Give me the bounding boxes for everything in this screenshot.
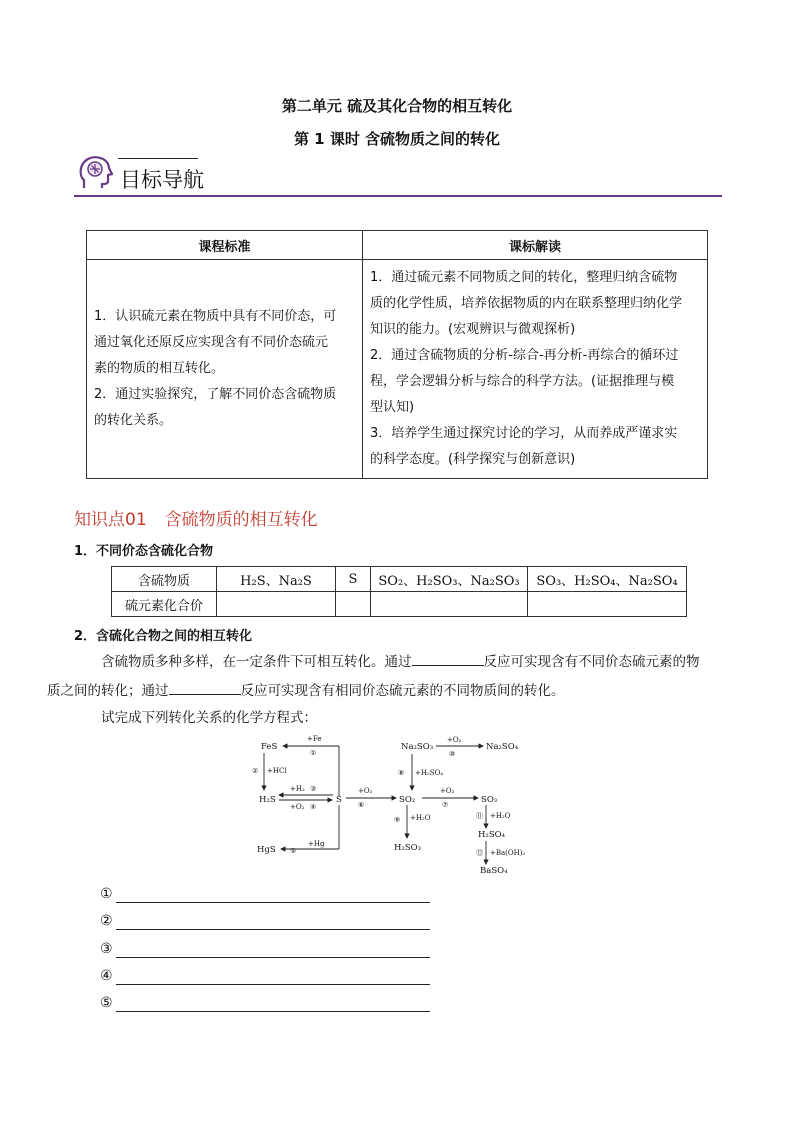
knowledge-point-title: 含硫物质的相互转化 xyxy=(164,510,318,530)
species-s: S xyxy=(336,795,342,805)
valence-empty-cell xyxy=(217,592,336,617)
nav-divider xyxy=(74,195,722,197)
head-brain-icon xyxy=(76,154,114,192)
answer-line[interactable] xyxy=(100,995,430,1017)
standards-col2-line: 程，学会逻辑分析与综合的科学方法。(证据推理与模 xyxy=(370,374,675,389)
species-na2so3: Na₂SO₃ xyxy=(401,742,434,752)
step-number: ⑥ xyxy=(358,801,365,809)
reagent-label: +H₂O xyxy=(490,812,511,820)
valence-empty-cell xyxy=(336,592,371,617)
target-nav-banner xyxy=(74,152,724,198)
species-hgs: HgS xyxy=(257,845,276,855)
section2-paragraph xyxy=(47,648,734,706)
answer-rule xyxy=(116,957,430,958)
standards-col1-line: 通过氧化还原反应实现含有不同价态硫元 xyxy=(94,335,329,350)
species-fes: FeS xyxy=(261,742,278,752)
valence-row-label: 硫元素化合价 xyxy=(112,592,217,617)
valence-empty-cell xyxy=(371,592,528,617)
step-number: ⑦ xyxy=(442,801,449,809)
knowledge-point-heading xyxy=(74,505,318,530)
standards-col1-line: 的转化关系。 xyxy=(94,413,173,428)
step-number: ⑫ xyxy=(476,849,483,857)
reagent-label: +H₂O xyxy=(410,814,431,822)
species-h2s: H₂S xyxy=(259,795,276,805)
standards-col2-line: 的科学态度。(科学探究与创新意识) xyxy=(370,452,576,467)
standards-col2-line: 2．通过含硫物质的分析-综合-再分析-再综合的循环过 xyxy=(370,348,679,363)
section2-heading: 2．含硫化合物之间的相互转化 xyxy=(74,629,253,644)
step-number: ⑤ xyxy=(290,847,297,855)
answer-number: ④ xyxy=(100,968,113,984)
reagent-label: +O₂ xyxy=(358,787,373,795)
para-text: 反应可实现含有相同价态硫元素的不同物质间的转化。 xyxy=(240,683,565,699)
standards-col2-line: 1．通过硫元素不同物质之间的转化，整理归纳含硫物 xyxy=(370,270,678,285)
answer-number: ⑤ xyxy=(100,995,113,1011)
standards-table xyxy=(86,230,708,479)
valence-empty-cell xyxy=(528,592,687,617)
reagent-label: +Ba(OH)₂ xyxy=(490,849,526,857)
species-h2so4: H₂SO₄ xyxy=(478,830,506,840)
unit-title: 第二单元 硫及其化合物的相互转化 xyxy=(281,97,513,115)
species-h2so3: H₂SO₃ xyxy=(394,843,422,853)
standards-col2-cell xyxy=(363,260,708,479)
nav-title: 目标导航 xyxy=(120,168,204,192)
answer-rule xyxy=(116,984,430,985)
answer-number: ① xyxy=(100,886,113,902)
valence-cell: H₂S、Na₂S xyxy=(217,567,336,592)
step-number: ⑩ xyxy=(449,750,456,758)
answer-rule xyxy=(116,902,430,903)
species-baso4: BaSO₄ xyxy=(480,866,508,876)
standards-col2-line: 3．培养学生通过探究讨论的学习，从而养成严谨求实 xyxy=(370,426,678,441)
answer-line[interactable] xyxy=(100,941,430,963)
standards-header-col1: 课程标准 xyxy=(87,231,363,260)
valence-cell: 含硫物质 xyxy=(112,567,217,592)
nav-top-rule xyxy=(118,158,198,159)
species-na2so4: Na₂SO₄ xyxy=(486,742,519,752)
reagent-label: +O₂ xyxy=(290,803,305,811)
reagent-label: +O₂ xyxy=(447,736,462,744)
standards-col2-line: 知识的能力。(宏观辨识与微观探析) xyxy=(370,322,576,337)
reagent-label: +H₂ xyxy=(290,785,305,793)
exercise-prompt: 试完成下列转化关系的化学方程式： xyxy=(101,710,317,726)
standards-col2-line: 型认知) xyxy=(370,400,415,415)
answer-line[interactable] xyxy=(100,968,430,990)
reagent-label: +HCl xyxy=(267,767,287,775)
reagent-label: +Fe xyxy=(307,735,322,743)
reagent-label: +H₂SO₄ xyxy=(415,769,444,777)
step-number: ② xyxy=(252,767,259,775)
standards-col2-line: 质的化学性质，培养依据物质的内在联系整理归纳化学 xyxy=(370,296,683,311)
standards-col1-cell xyxy=(87,260,363,479)
para-text: 含硫物质多种多样，在一定条件下可相互转化。通过 xyxy=(101,654,412,670)
standards-col1-line: 2．通过实验探究，了解不同价态含硫物质 xyxy=(94,387,337,402)
valence-cell: S xyxy=(336,567,371,592)
answer-number: ③ xyxy=(100,941,113,957)
section1-heading: 1．不同价态含硫化合物 xyxy=(74,544,214,559)
answer-rule xyxy=(116,1011,430,1012)
fill-blank[interactable] xyxy=(412,651,484,666)
standards-header-col2: 课标解读 xyxy=(363,231,708,260)
step-number: ① xyxy=(310,749,317,757)
para-text: 反应可实现含有不同价态硫元素的物 xyxy=(483,654,700,670)
step-number: ⑪ xyxy=(476,812,483,820)
step-number: ⑨ xyxy=(394,816,401,824)
fill-blank[interactable] xyxy=(169,680,241,695)
answer-number: ② xyxy=(100,913,113,929)
standards-col1-line: 1．认识硫元素在物质中具有不同价态，可 xyxy=(94,309,337,324)
para-text: 质之间的转化；通过 xyxy=(47,683,169,699)
lesson-title: 第 1 课时 含硫物质之间的转化 xyxy=(293,130,501,148)
sulfur-conversion-diagram xyxy=(250,732,550,882)
valence-table xyxy=(111,566,687,617)
standards-col1-line: 素的物质的相互转化。 xyxy=(94,361,225,376)
valence-cell: SO₂、H₂SO₃、Na₂SO₃ xyxy=(371,567,528,592)
species-so3: SO₃ xyxy=(481,795,498,805)
step-number: ④ xyxy=(310,803,317,811)
knowledge-point-code: 知识点01 xyxy=(74,510,147,530)
answer-line[interactable] xyxy=(100,913,430,935)
reagent-label: +O₂ xyxy=(440,787,455,795)
species-so2: SO₂ xyxy=(399,795,416,805)
step-number: ⑧ xyxy=(398,769,405,777)
answer-line[interactable] xyxy=(100,886,430,908)
answer-rule xyxy=(116,929,430,930)
step-number: ③ xyxy=(310,785,317,793)
valence-cell: SO₃、H₂SO₄、Na₂SO₄ xyxy=(528,567,687,592)
reagent-label: +Hg xyxy=(308,840,325,848)
